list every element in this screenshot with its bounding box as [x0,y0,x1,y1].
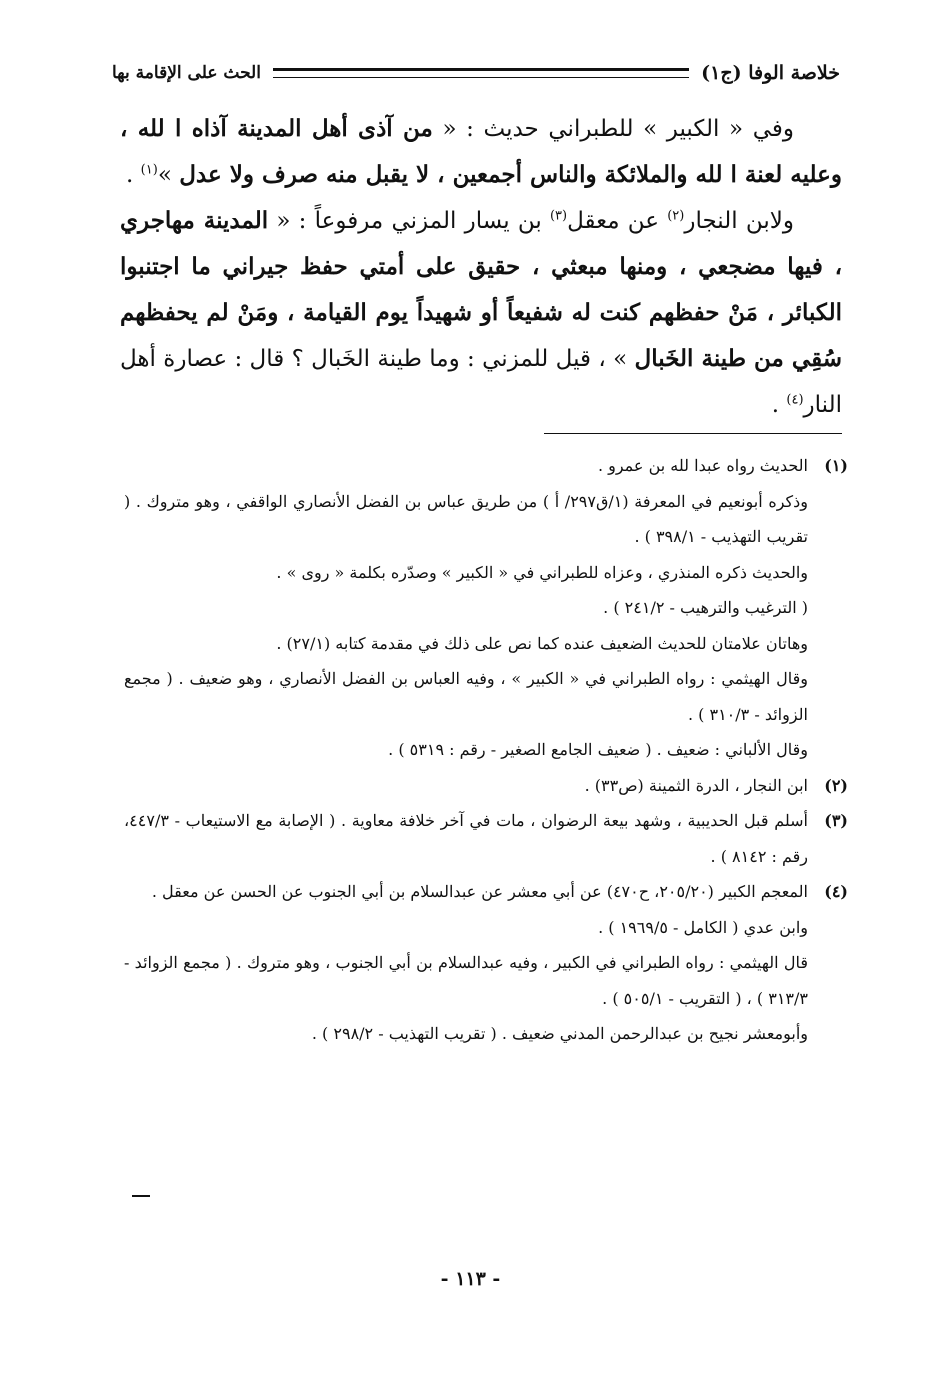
p2-d: » ، قيل للمزني : وما طينة الخَبال ؟ قال : عصارة أهل النار [120,346,842,418]
footnote-body [124,803,808,874]
main-text [120,106,842,428]
footnote-ref-3: (٣) [549,208,568,224]
p2-c: بن يسار المزني مرفوعاً : « [268,208,550,234]
footnote-4 [124,874,848,1052]
footnote-number: (٢) [824,775,848,795]
p1-intro: وفي « الكبير » للطبراني حديث : « [432,116,794,142]
footnotes [124,448,848,1052]
footnote-1 [124,448,848,768]
footnote-line: الحديث رواه عبدا لله بن عمرو . [597,456,808,475]
footnote-3 [124,803,848,874]
footnote-ref-1: (١) [140,162,158,178]
p2-a: ولابن النجار [684,208,794,234]
footnote-2 [124,768,848,804]
p2-b: عن معقل [567,208,668,234]
footnote-body [124,448,808,768]
footnote-ref-4: (٤) [786,392,804,408]
footnote-ref-2: (٢) [667,208,685,224]
chapter-title: الحث على الإقامة بها [112,63,261,83]
paragraph-1 [120,106,842,198]
footnote-line: وابن عدي ( الكامل - ١٩٦٩/٥ ) . [598,917,808,937]
p2-end: . [771,392,787,418]
footnote-separator [544,433,842,434]
footnote-line: والحديث ذكره المنذري ، وعزاه للطبراني في « الكبير » وصدّره بكلمة « روى » . [276,562,808,582]
footnote-line: قال الهيثمي : رواه الطبراني في الكبير ، وفيه عبدالسلام بن أبي الجنوب ، وهو متروك . ( مجمع الزوائد - ٣١٣/٣ ) ، ( التقريب - ٥٠٥/١ ) . [124,953,808,1008]
footnote-line: وقال الهيثمي : رواه الطبراني في « الكبير » ، وفيه العباس بن الفضل الأنصاري ، وهو ضعيف . ( مجمع الزوائد - ٣١٠/٣ ) . [124,669,808,724]
p2-quote: المدينة مهاجري ، فيها مضجعي ، ومنها مبعثي ، حقيق على أمتي حفظ جيراني ما اجتنبوا الكبائر ، مَنْ حفظهم كنت له شفيعاً أو شهيداً يوم القيامة ، ومَنْ لم يحفظهم سُقِي من طينة الخَبال [120,207,842,372]
running-header [112,56,840,90]
footnote-line: المعجم الكبير (٢٠٥/٢٠، ح٤٧٠) عن أبي معشر عن عبدالسلام بن أبي الجنوب عن الحسن عن معقل . [151,882,808,901]
footnote-line: ( الترغيب والترهيب - ٢٤١/٢ ) . [603,598,808,617]
footnote-body [124,874,808,1052]
p1-quote: من آذى أهل المدينة آذاه ا لله ، وعليه لعنة ا لله والملائكة والناس أجمعين ، لا يقبل منه صرف ولا عدل [120,115,842,188]
footnote-number: (٣) [824,811,848,830]
continuation-dash [132,1195,150,1197]
p1-close: » [157,162,180,188]
footnote-line: وأبومعشر نجيح بن عبدالرحمن المدني ضعيف . ( تقريب التهذيب - ٢٩٨/٢ ) . [311,1024,808,1043]
p1-end: . [126,162,141,188]
footnote-body [124,768,808,804]
page-number: - ١١٣ - [440,1268,501,1290]
header-rule [273,68,689,78]
footnote-line: ابن النجار ، الدرة الثمينة (ص٣٣) . [584,775,808,795]
footnote-number: (١) [824,456,848,475]
footnote-number: (٤) [824,882,848,901]
footnote-line: وذكره أبونعيم في المعرفة (١/ق٢٩٧/ أ ) من طريق عباس بن الفضل الأنصاري الواقفي ، وهو متروك . ( تقريب التهذيب - ٣٩٨/١ ) . [124,491,809,546]
footnote-line: أسلم قبل الحديبية ، وشهد بيعة الرضوان ، مات في آخر خلافة معاوية . ( الإصابة مع الاستيعاب - ٤٤٧/٣، رقم : ٨١٤٢ ) . [124,811,808,866]
paragraph-2 [120,198,842,428]
footnote-line: وقال الألباني : ضعيف . ( ضعيف الجامع الصغير - رقم : ٥٣١٩ ) . [388,740,808,759]
book-title: خلاصة الوفا (ج١) [701,62,840,84]
footnote-line: وهاتان علامتان للحديث الضعيف عنده كما نص على ذلك في مقدمة كتابه (٢٧/١) . [276,633,808,653]
